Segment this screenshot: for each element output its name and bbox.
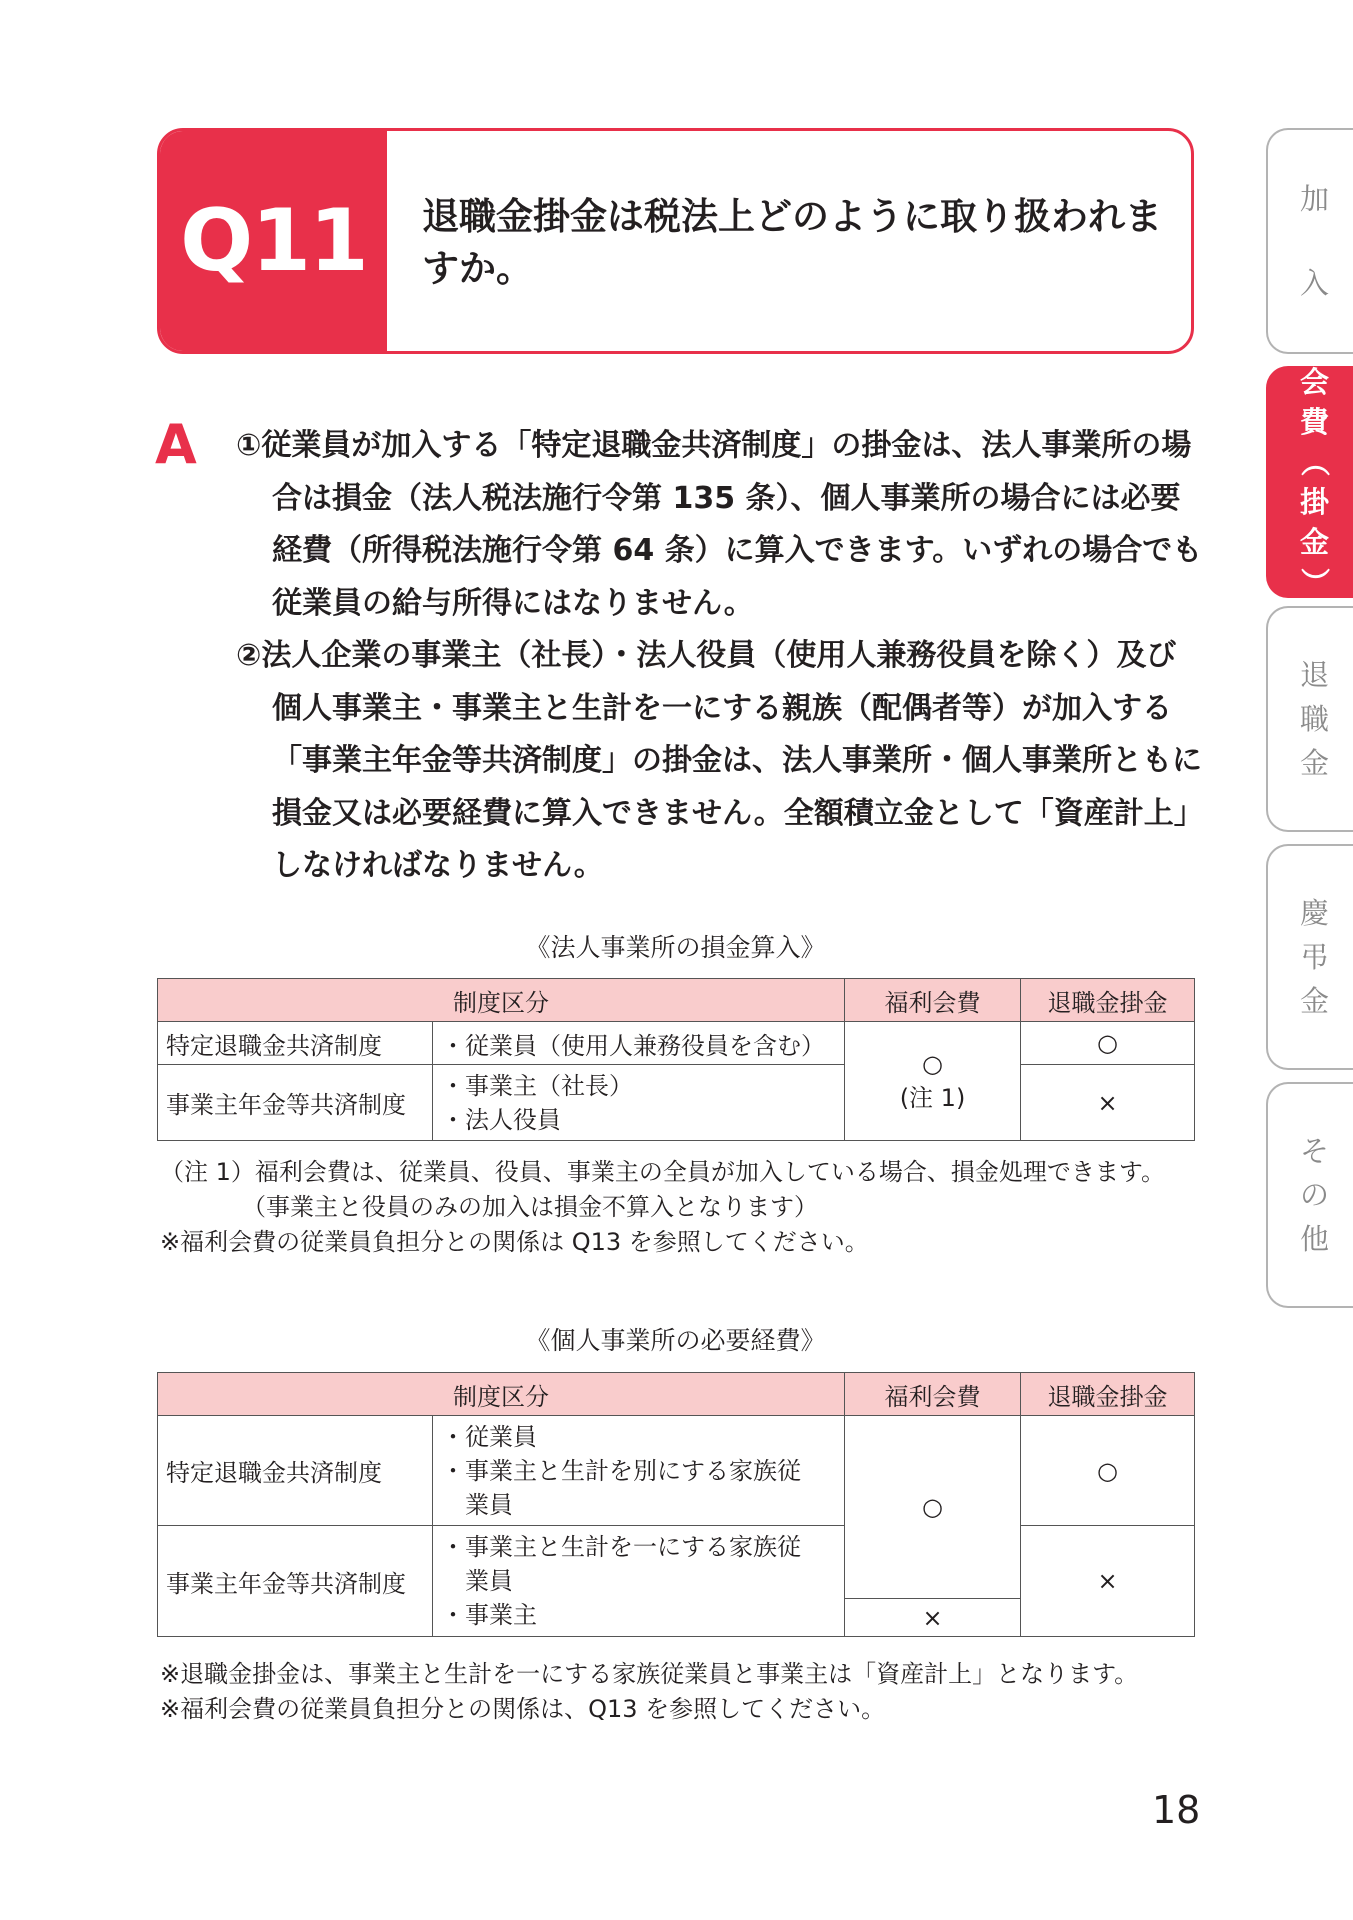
answer-mark: A (155, 413, 197, 476)
side-tab-char: 職 (1299, 702, 1329, 736)
question-box (157, 128, 1194, 354)
table-cell-category: 特定退職金共済制度 (158, 1022, 433, 1065)
member-line: ・事業主 (441, 1601, 537, 1629)
table1-title: 《法人事業所の損金算入》 (525, 933, 826, 962)
table2-header-fukuri: 福利会費 (845, 1373, 1021, 1416)
side-tab-taishokukin[interactable] (1266, 606, 1353, 832)
member-line: 業員 (441, 1490, 513, 1519)
side-tab-char: 入 (1299, 266, 1329, 300)
table1-note-1: （注 1）福利会費は、従業員、役員、事業主の全員が加入している場合、損金処理できます。 (160, 1158, 1165, 1186)
table-cell-category: 特定退職金共済制度 (158, 1416, 433, 1526)
side-tab-char: 金 (1299, 984, 1329, 1018)
table-cell-members (433, 1526, 845, 1637)
table2-header-seido: 制度区分 (158, 1373, 845, 1416)
side-tab-char: 会 (1299, 365, 1329, 399)
member-line: ・事業主と生計を一にする家族従 (441, 1533, 801, 1561)
circle-mark: ○ (922, 1049, 943, 1078)
side-tab-char: 慶 (1299, 896, 1329, 930)
member-line: ・事業主と生計を別にする家族従 (441, 1456, 801, 1485)
table1-header-seido: 制度区分 (158, 979, 845, 1022)
side-tab-keichokin[interactable] (1266, 844, 1353, 1070)
table-cell-category: 事業主年金等共済制度 (158, 1065, 433, 1141)
page-number: 18 (1152, 1788, 1201, 1832)
table1-header-fukuri: 福利会費 (845, 979, 1021, 1022)
side-tab-char: の (1299, 1178, 1329, 1212)
side-tab-char: そ (1299, 1134, 1329, 1168)
question-number-badge: Q11 (160, 131, 387, 351)
table-cell-fukuri: × (845, 1599, 1021, 1637)
member-line: ・事業主（社長） (441, 1071, 633, 1100)
note-ref: (注 1) (899, 1083, 966, 1112)
table-cell-taishoku: × (1021, 1526, 1195, 1637)
side-tab-kanyu[interactable] (1266, 128, 1353, 354)
side-tab-char: 金 (1299, 525, 1329, 559)
question-text: 退職金掛金は税法上どのように取り扱われますか。 (422, 195, 1162, 290)
table-cell-fukuri (845, 1022, 1021, 1141)
table-cell-fukuri: ○ (845, 1416, 1021, 1599)
table-cell-taishoku: × (1021, 1065, 1195, 1141)
side-tab-char: 金 (1299, 746, 1329, 780)
member-line: 業員 (441, 1567, 513, 1595)
side-tab-char: 掛 (1299, 485, 1329, 519)
side-tab-sonota[interactable] (1266, 1082, 1353, 1308)
answer-paragraph-1: ①従業員が加入する「特定退職金共済制度」の掛金は、法人事業所の場合は損金（法人税法施行令第 135 条）、個人事業所の場合には必要経費（所得税法施行令第 64 条）に算入できます。いずれの場合でも従業員の給与所得にはなりません。 (236, 428, 1203, 621)
table-cell-taishoku: ○ (1021, 1416, 1195, 1526)
answer-body (236, 420, 1206, 893)
side-tab-char: 他 (1299, 1222, 1329, 1256)
side-tab-char: 加 (1299, 182, 1329, 216)
table2-title: 《個人事業所の必要経費》 (525, 1326, 826, 1355)
table-cell-category: 事業主年金等共済制度 (158, 1526, 433, 1637)
side-tab-char: 退 (1299, 658, 1329, 692)
table1 (157, 978, 1195, 1141)
table-cell-members (433, 1416, 845, 1526)
side-tab-char: 費 (1299, 405, 1329, 439)
side-tab-char: ） (1297, 567, 1332, 597)
table-cell-members (433, 1065, 845, 1141)
table1-header-taishoku: 退職金掛金 (1021, 979, 1195, 1022)
table2-note-2: ※福利会費の従業員負担分との関係は、Q13 を参照してください。 (160, 1695, 886, 1723)
table-cell-members: ・従業員（使用人兼務役員を含む） (433, 1022, 845, 1065)
side-tab-char: 弔 (1299, 940, 1329, 974)
table1-note-2: （事業主と役員のみの加入は損金不算入となります） (242, 1193, 818, 1221)
table1-note-3: ※福利会費の従業員負担分との関係は Q13 を参照してください。 (160, 1228, 869, 1256)
table-cell-taishoku: ○ (1021, 1022, 1195, 1065)
side-tab-char: （ (1297, 447, 1332, 477)
member-line: ・法人役員 (441, 1105, 561, 1134)
table2 (157, 1372, 1195, 1637)
table2-header-taishoku: 退職金掛金 (1021, 1373, 1195, 1416)
table2-note-1: ※退職金掛金は、事業主と生計を一にする家族従業員と事業主は「資産計上」となります。 (160, 1660, 1139, 1688)
side-tab-kaihi[interactable] (1266, 366, 1353, 598)
member-line: ・従業員 (441, 1422, 537, 1451)
answer-paragraph-2: ②法人企業の事業主（社長）・法人役員（使用人兼務役員を除く）及び個人事業主・事業主と生計を一にする親族（配偶者等）が加入する「事業主年金等共済制度」の掛金は、法人事業所・個人事業所ともに損金又は必要経費に算入できません。全額積立金として「資産計上」しなければなりません。 (236, 638, 1204, 883)
